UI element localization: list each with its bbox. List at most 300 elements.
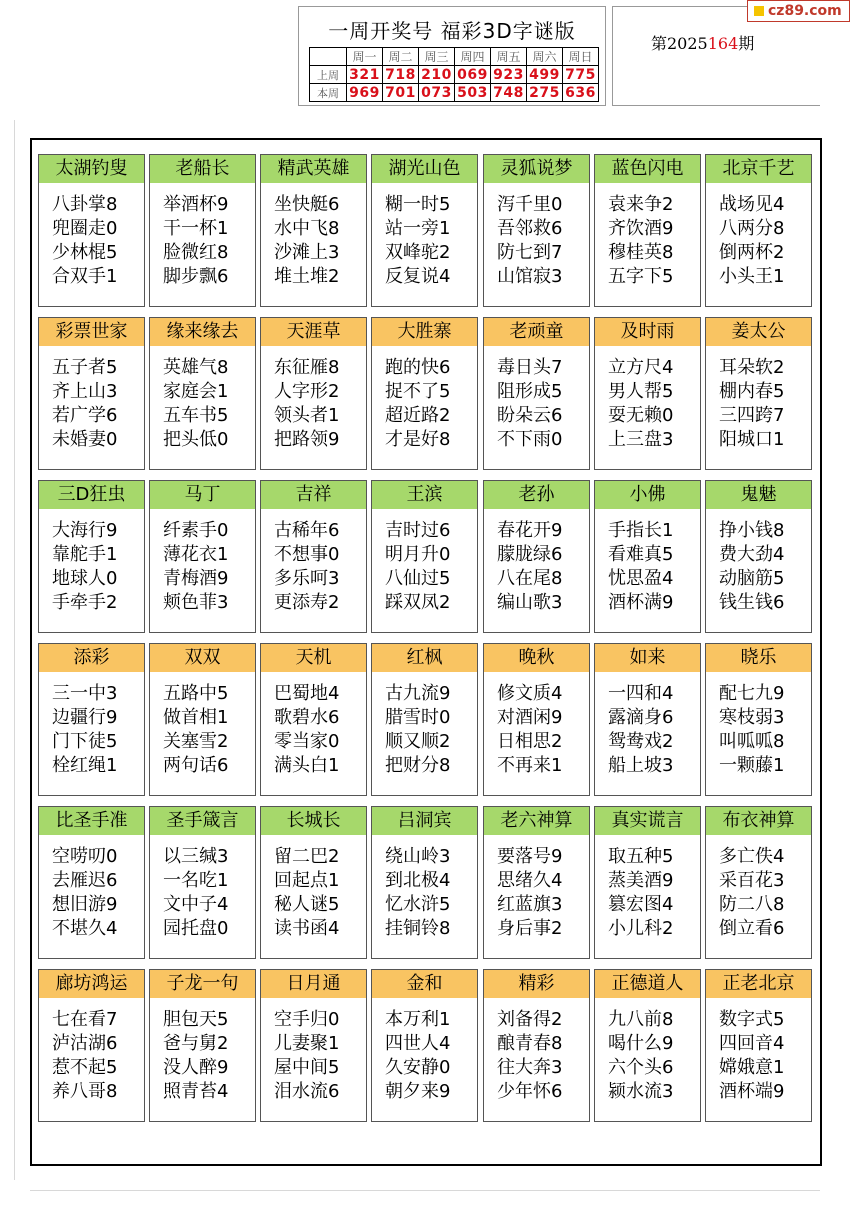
card-riddle-lines [608, 356, 673, 452]
card-riddle-lines [608, 682, 673, 778]
this-week-number: 275 [527, 84, 563, 102]
riddle-line: 八在尾8 [497, 568, 563, 589]
riddle-line: 更添寿2 [274, 592, 340, 613]
last-week-number: 069 [455, 66, 491, 84]
card-riddle-lines [274, 356, 339, 452]
riddle-card [483, 480, 590, 633]
riddle-card [260, 969, 367, 1122]
riddle-line: 本万利1 [385, 1009, 451, 1030]
card-riddle-lines [385, 193, 450, 289]
riddle-line: 不堪久4 [52, 918, 118, 939]
card-title: 布衣神算 [706, 807, 811, 835]
card-title: 马丁 [150, 481, 255, 509]
riddle-card [483, 317, 590, 470]
riddle-line: 坐快艇6 [274, 194, 340, 215]
day-header: 周三 [419, 48, 455, 66]
card-title: 姜太公 [706, 318, 811, 346]
riddle-card [371, 154, 478, 307]
card-riddle-lines [719, 1008, 784, 1104]
riddle-line: 一名吃1 [163, 870, 229, 891]
riddle-line: 五字下5 [608, 266, 674, 287]
riddle-line: 耳朵软2 [719, 357, 785, 378]
this-week-row [310, 84, 599, 102]
riddle-line: 东征雁8 [274, 357, 340, 378]
riddle-line: 九八前8 [608, 1009, 674, 1030]
card-title: 添彩 [39, 644, 144, 672]
riddle-line: 反复说4 [385, 266, 451, 287]
riddle-line: 空唠叨0 [52, 846, 118, 867]
riddle-line: 看难真5 [608, 544, 674, 565]
riddle-line: 秘人谜5 [274, 894, 340, 915]
riddle-line: 阻形成5 [497, 381, 563, 402]
this-week-number: 701 [383, 84, 419, 102]
riddle-line: 倒两杯2 [719, 242, 785, 263]
riddle-line: 蒸美酒9 [608, 870, 674, 891]
card-riddle-lines [608, 845, 673, 941]
riddle-line: 纤素手0 [163, 520, 229, 541]
riddle-line: 久安静0 [385, 1057, 451, 1078]
riddle-line: 颍水流3 [608, 1081, 674, 1102]
riddle-line: 思绪久4 [497, 870, 563, 891]
riddle-line: 没人醉9 [163, 1057, 229, 1078]
riddle-line: 明月升0 [385, 544, 451, 565]
riddle-line: 防二八8 [719, 894, 785, 915]
riddle-line: 防七到7 [497, 242, 563, 263]
riddle-line: 取五种5 [608, 846, 674, 867]
card-riddle-lines [52, 356, 117, 452]
riddle-line: 古九流9 [385, 683, 451, 704]
card-riddle-lines [497, 682, 562, 778]
riddle-line: 英雄气8 [163, 357, 229, 378]
riddle-line: 刘备得2 [497, 1009, 563, 1030]
riddle-line: 关塞雪2 [163, 731, 229, 752]
card-riddle-lines [385, 682, 450, 778]
riddle-line: 盼朵云6 [497, 405, 563, 426]
day-header: 周一 [347, 48, 383, 66]
card-title: 圣手箴言 [150, 807, 255, 835]
riddle-line: 人字形2 [274, 381, 340, 402]
riddle-card [594, 317, 701, 470]
riddle-line: 把财分8 [385, 755, 451, 776]
card-riddle-lines [385, 356, 450, 452]
riddle-line: 五车书5 [163, 405, 229, 426]
riddle-line: 堆土堆2 [274, 266, 340, 287]
day-header: 周日 [563, 48, 599, 66]
riddle-line: 春花开9 [497, 520, 563, 541]
riddle-line: 喝什么9 [608, 1033, 674, 1054]
riddle-line: 钱生钱6 [719, 592, 785, 613]
card-riddle-lines [163, 1008, 228, 1104]
card-title: 湖光山色 [372, 155, 477, 183]
riddle-line: 才是好8 [385, 429, 451, 450]
riddle-line: 数字式5 [719, 1009, 785, 1030]
last-week-row [310, 66, 599, 84]
riddle-line: 齐上山3 [52, 381, 118, 402]
riddle-line: 七在看7 [52, 1009, 118, 1030]
card-riddle-lines [52, 193, 117, 289]
draw-table-corner [310, 48, 347, 66]
card-title: 精彩 [484, 970, 589, 998]
riddle-card [705, 317, 812, 470]
riddle-card [38, 317, 145, 470]
riddle-line: 齐饮酒9 [608, 218, 674, 239]
riddle-card [483, 154, 590, 307]
last-week-number: 321 [347, 66, 383, 84]
riddle-card [705, 969, 812, 1122]
riddle-line: 吾邻救6 [497, 218, 563, 239]
riddle-line: 绕山岭3 [385, 846, 451, 867]
riddle-line: 手指长1 [608, 520, 674, 541]
card-riddle-lines [497, 1008, 562, 1104]
riddle-line: 领头者1 [274, 405, 340, 426]
riddle-line: 合双手1 [52, 266, 118, 287]
riddle-line: 泪水流6 [274, 1081, 340, 1102]
riddle-line: 糊一时5 [385, 194, 451, 215]
riddle-line: 采百花3 [719, 870, 785, 891]
card-title: 子龙一句 [150, 970, 255, 998]
riddle-line: 五子者5 [52, 357, 118, 378]
day-header: 周二 [383, 48, 419, 66]
card-riddle-lines [385, 519, 450, 615]
riddle-line: 不再来1 [497, 755, 563, 776]
this-week-label: 本周 [310, 84, 347, 102]
riddle-line: 青梅酒9 [163, 568, 229, 589]
card-title: 灵狐说梦 [484, 155, 589, 183]
card-riddle-lines [385, 1008, 450, 1104]
riddle-line: 脚步飘6 [163, 266, 229, 287]
card-riddle-lines [608, 519, 673, 615]
riddle-card [594, 643, 701, 796]
card-title: 大胜寨 [372, 318, 477, 346]
riddle-line: 袁来争2 [608, 194, 674, 215]
card-title: 晚秋 [484, 644, 589, 672]
riddle-line: 八两分8 [719, 218, 785, 239]
riddle-line: 船上坡3 [608, 755, 674, 776]
riddle-line: 朝夕来9 [385, 1081, 451, 1102]
riddle-line: 去雁迟6 [52, 870, 118, 891]
riddle-line: 不下雨0 [497, 429, 563, 450]
this-week-number: 748 [491, 84, 527, 102]
riddle-line: 古稀年6 [274, 520, 340, 541]
riddle-line: 大海行9 [52, 520, 118, 541]
riddle-line: 编山歌3 [497, 592, 563, 613]
card-title: 太湖钓叟 [39, 155, 144, 183]
card-riddle-lines [497, 356, 562, 452]
riddle-line: 爸与舅2 [163, 1033, 229, 1054]
card-title: 吉祥 [261, 481, 366, 509]
riddle-card [149, 154, 256, 307]
card-riddle-lines [274, 519, 339, 615]
riddle-line: 双峰驼2 [385, 242, 451, 263]
riddle-line: 歌碧水6 [274, 707, 340, 728]
riddle-line: 费大劲4 [719, 544, 785, 565]
riddle-card [38, 969, 145, 1122]
riddle-line: 露滴身6 [608, 707, 674, 728]
card-riddle-lines [163, 682, 228, 778]
card-title: 日月通 [261, 970, 366, 998]
riddle-card [483, 643, 590, 796]
riddle-line: 两句话6 [163, 755, 229, 776]
riddle-card [371, 480, 478, 633]
riddle-line: 多乐呵3 [274, 568, 340, 589]
card-title: 小佛 [595, 481, 700, 509]
riddle-card [260, 154, 367, 307]
card-riddle-lines [52, 1008, 117, 1104]
riddle-line: 家庭会1 [163, 381, 229, 402]
bottom-margin-line [30, 1190, 820, 1191]
this-week-number: 636 [563, 84, 599, 102]
card-riddle-lines [52, 845, 117, 941]
card-riddle-lines [163, 519, 228, 615]
card-title: 精武英雄 [261, 155, 366, 183]
site-url: cz89.com [768, 3, 842, 19]
this-week-number: 073 [419, 84, 455, 102]
riddle-line: 多亡佚4 [719, 846, 785, 867]
riddle-line: 一颗藤1 [719, 755, 785, 776]
card-title: 彩票世家 [39, 318, 144, 346]
riddle-line: 泻千里0 [497, 194, 563, 215]
card-title: 缘来缘去 [150, 318, 255, 346]
riddle-card [594, 969, 701, 1122]
riddle-line: 文中子4 [163, 894, 229, 915]
day-header: 周五 [491, 48, 527, 66]
riddle-line: 养八哥8 [52, 1081, 118, 1102]
site-watermark[interactable] [747, 0, 850, 22]
riddle-line: 对酒闲9 [497, 707, 563, 728]
card-riddle-lines [497, 519, 562, 615]
riddle-card [260, 317, 367, 470]
riddle-line: 耍无赖0 [608, 405, 674, 426]
riddle-line: 零当家0 [274, 731, 340, 752]
riddle-line: 五路中5 [163, 683, 229, 704]
card-riddle-lines [719, 356, 784, 452]
riddle-card [371, 969, 478, 1122]
riddle-line: 巴蜀地4 [274, 683, 340, 704]
riddle-line: 挂铜铃8 [385, 918, 451, 939]
site-logo-icon [754, 6, 764, 16]
riddle-line: 把头低0 [163, 429, 229, 450]
riddle-line: 未婚妻0 [52, 429, 118, 450]
card-title: 长城长 [261, 807, 366, 835]
riddle-line: 把路领9 [274, 429, 340, 450]
card-riddle-lines [719, 193, 784, 289]
riddle-line: 上三盘3 [608, 429, 674, 450]
card-title: 双双 [150, 644, 255, 672]
card-title: 廊坊鸿运 [39, 970, 144, 998]
card-title: 老船长 [150, 155, 255, 183]
card-title: 金和 [372, 970, 477, 998]
riddle-line: 阳城口1 [719, 429, 785, 450]
riddle-line: 惹不起5 [52, 1057, 118, 1078]
card-riddle-lines [497, 193, 562, 289]
card-title: 王滨 [372, 481, 477, 509]
riddle-card [705, 154, 812, 307]
issue-suffix: 期 [738, 34, 755, 53]
card-riddle-lines [163, 356, 228, 452]
riddle-line: 鸳鸯戏2 [608, 731, 674, 752]
riddle-card [260, 643, 367, 796]
riddle-line: 棚内春5 [719, 381, 785, 402]
draw-table [309, 47, 599, 102]
riddle-card [705, 806, 812, 959]
last-week-number: 718 [383, 66, 419, 84]
riddle-card [38, 154, 145, 307]
card-title: 北京千艺 [706, 155, 811, 183]
riddle-card [149, 317, 256, 470]
card-riddle-lines [608, 193, 673, 289]
riddle-line: 栓红绳1 [52, 755, 118, 776]
riddle-card [594, 480, 701, 633]
day-header: 周六 [527, 48, 563, 66]
last-week-number: 210 [419, 66, 455, 84]
riddle-line: 以三缄3 [163, 846, 229, 867]
issue-number [651, 31, 754, 54]
riddle-line: 儿妻聚1 [274, 1033, 340, 1054]
riddle-line: 穆桂英8 [608, 242, 674, 263]
riddle-line: 挣小钱8 [719, 520, 785, 541]
riddle-line: 忆水浒5 [385, 894, 451, 915]
card-title: 及时雨 [595, 318, 700, 346]
card-title: 正德道人 [595, 970, 700, 998]
riddle-card [149, 969, 256, 1122]
last-week-number: 923 [491, 66, 527, 84]
card-riddle-lines [274, 1008, 339, 1104]
riddle-card [149, 806, 256, 959]
card-title: 天机 [261, 644, 366, 672]
riddle-card [483, 969, 590, 1122]
riddle-line: 兜圈走0 [52, 218, 118, 239]
card-riddle-lines [163, 193, 228, 289]
riddle-line: 泸沽湖6 [52, 1033, 118, 1054]
riddle-line: 园托盘0 [163, 918, 229, 939]
card-riddle-lines [497, 845, 562, 941]
riddle-line: 一四和4 [608, 683, 674, 704]
riddle-line: 手牵手2 [52, 592, 118, 613]
card-riddle-lines [608, 1008, 673, 1104]
card-riddle-lines [52, 682, 117, 778]
riddle-line: 留二巴2 [274, 846, 340, 867]
riddle-line: 空手归0 [274, 1009, 340, 1030]
riddle-line: 寒枝弱3 [719, 707, 785, 728]
card-riddle-lines [719, 682, 784, 778]
card-title: 红枫 [372, 644, 477, 672]
riddle-line: 跑的快6 [385, 357, 451, 378]
riddle-card [371, 317, 478, 470]
riddle-line: 篡宏图4 [608, 894, 674, 915]
riddle-line: 日相思2 [497, 731, 563, 752]
riddle-line: 到北极4 [385, 870, 451, 891]
riddle-line: 往大奔3 [497, 1057, 563, 1078]
riddle-card [149, 643, 256, 796]
riddle-line: 立方尺4 [608, 357, 674, 378]
riddle-line: 小儿科2 [608, 918, 674, 939]
riddle-line: 四世人4 [385, 1033, 451, 1054]
riddle-line: 修文质4 [497, 683, 563, 704]
riddle-card [371, 806, 478, 959]
riddle-line: 毒日头7 [497, 357, 563, 378]
riddle-card [260, 806, 367, 959]
card-title: 天涯草 [261, 318, 366, 346]
riddle-line: 嫦娥意1 [719, 1057, 785, 1078]
riddle-line: 叫呱呱8 [719, 731, 785, 752]
riddle-card [705, 480, 812, 633]
riddle-line: 三四跨7 [719, 405, 785, 426]
card-riddle-lines [274, 682, 339, 778]
riddle-card [38, 480, 145, 633]
last-week-number: 499 [527, 66, 563, 84]
riddle-card [149, 480, 256, 633]
riddle-line: 顺又顺2 [385, 731, 451, 752]
card-title: 如来 [595, 644, 700, 672]
card-title: 晓乐 [706, 644, 811, 672]
card-riddle-lines [719, 845, 784, 941]
riddle-line: 身后事2 [497, 918, 563, 939]
riddle-line: 照青苔4 [163, 1081, 229, 1102]
riddle-line: 酿青春8 [497, 1033, 563, 1054]
riddle-line: 薄花衣1 [163, 544, 229, 565]
riddle-line: 若广学6 [52, 405, 118, 426]
riddle-line: 三一中3 [52, 683, 118, 704]
riddle-line: 不想事0 [274, 544, 340, 565]
card-riddle-lines [385, 845, 450, 941]
riddle-line: 红蓝旗3 [497, 894, 563, 915]
riddle-line: 少林棍5 [52, 242, 118, 263]
riddle-line: 站一旁1 [385, 218, 451, 239]
riddle-card [594, 806, 701, 959]
riddle-line: 胆包天5 [163, 1009, 229, 1030]
riddle-line: 战场见4 [719, 194, 785, 215]
riddle-line: 动脑筋5 [719, 568, 785, 589]
riddle-card [705, 643, 812, 796]
riddle-line: 忧思盈4 [608, 568, 674, 589]
riddle-line: 颊色菲3 [163, 592, 229, 613]
riddle-line: 四回音4 [719, 1033, 785, 1054]
riddle-card [260, 480, 367, 633]
riddle-line: 酒杯端9 [719, 1081, 785, 1102]
riddle-line: 地球人0 [52, 568, 118, 589]
riddle-line: 配七九9 [719, 683, 785, 704]
riddle-line: 脸微红8 [163, 242, 229, 263]
riddle-card [371, 643, 478, 796]
card-title: 老顽童 [484, 318, 589, 346]
card-riddle-lines [274, 193, 339, 289]
riddle-line: 少年怀6 [497, 1081, 563, 1102]
riddle-line: 小头王1 [719, 266, 785, 287]
card-title: 老孙 [484, 481, 589, 509]
riddle-card [594, 154, 701, 307]
riddle-line: 读书函4 [274, 918, 340, 939]
riddle-line: 倒立看6 [719, 918, 785, 939]
riddle-line: 要落号9 [497, 846, 563, 867]
riddle-line: 想旧游9 [52, 894, 118, 915]
riddle-line: 门下徒5 [52, 731, 118, 752]
riddle-line: 八仙过5 [385, 568, 451, 589]
riddle-line: 回起点1 [274, 870, 340, 891]
riddle-line: 满头白1 [274, 755, 340, 776]
card-title: 三D狂虫 [39, 481, 144, 509]
riddle-line: 靠舵手1 [52, 544, 118, 565]
riddle-line: 捉不了5 [385, 381, 451, 402]
riddle-line: 举酒杯9 [163, 194, 229, 215]
card-riddle-lines [719, 519, 784, 615]
riddle-line: 做首相1 [163, 707, 229, 728]
riddle-card [38, 643, 145, 796]
riddle-line: 吉时过6 [385, 520, 451, 541]
riddle-line: 六个头6 [608, 1057, 674, 1078]
riddle-line: 腊雪时0 [385, 707, 451, 728]
day-header: 周四 [455, 48, 491, 66]
riddle-line: 八卦掌8 [52, 194, 118, 215]
